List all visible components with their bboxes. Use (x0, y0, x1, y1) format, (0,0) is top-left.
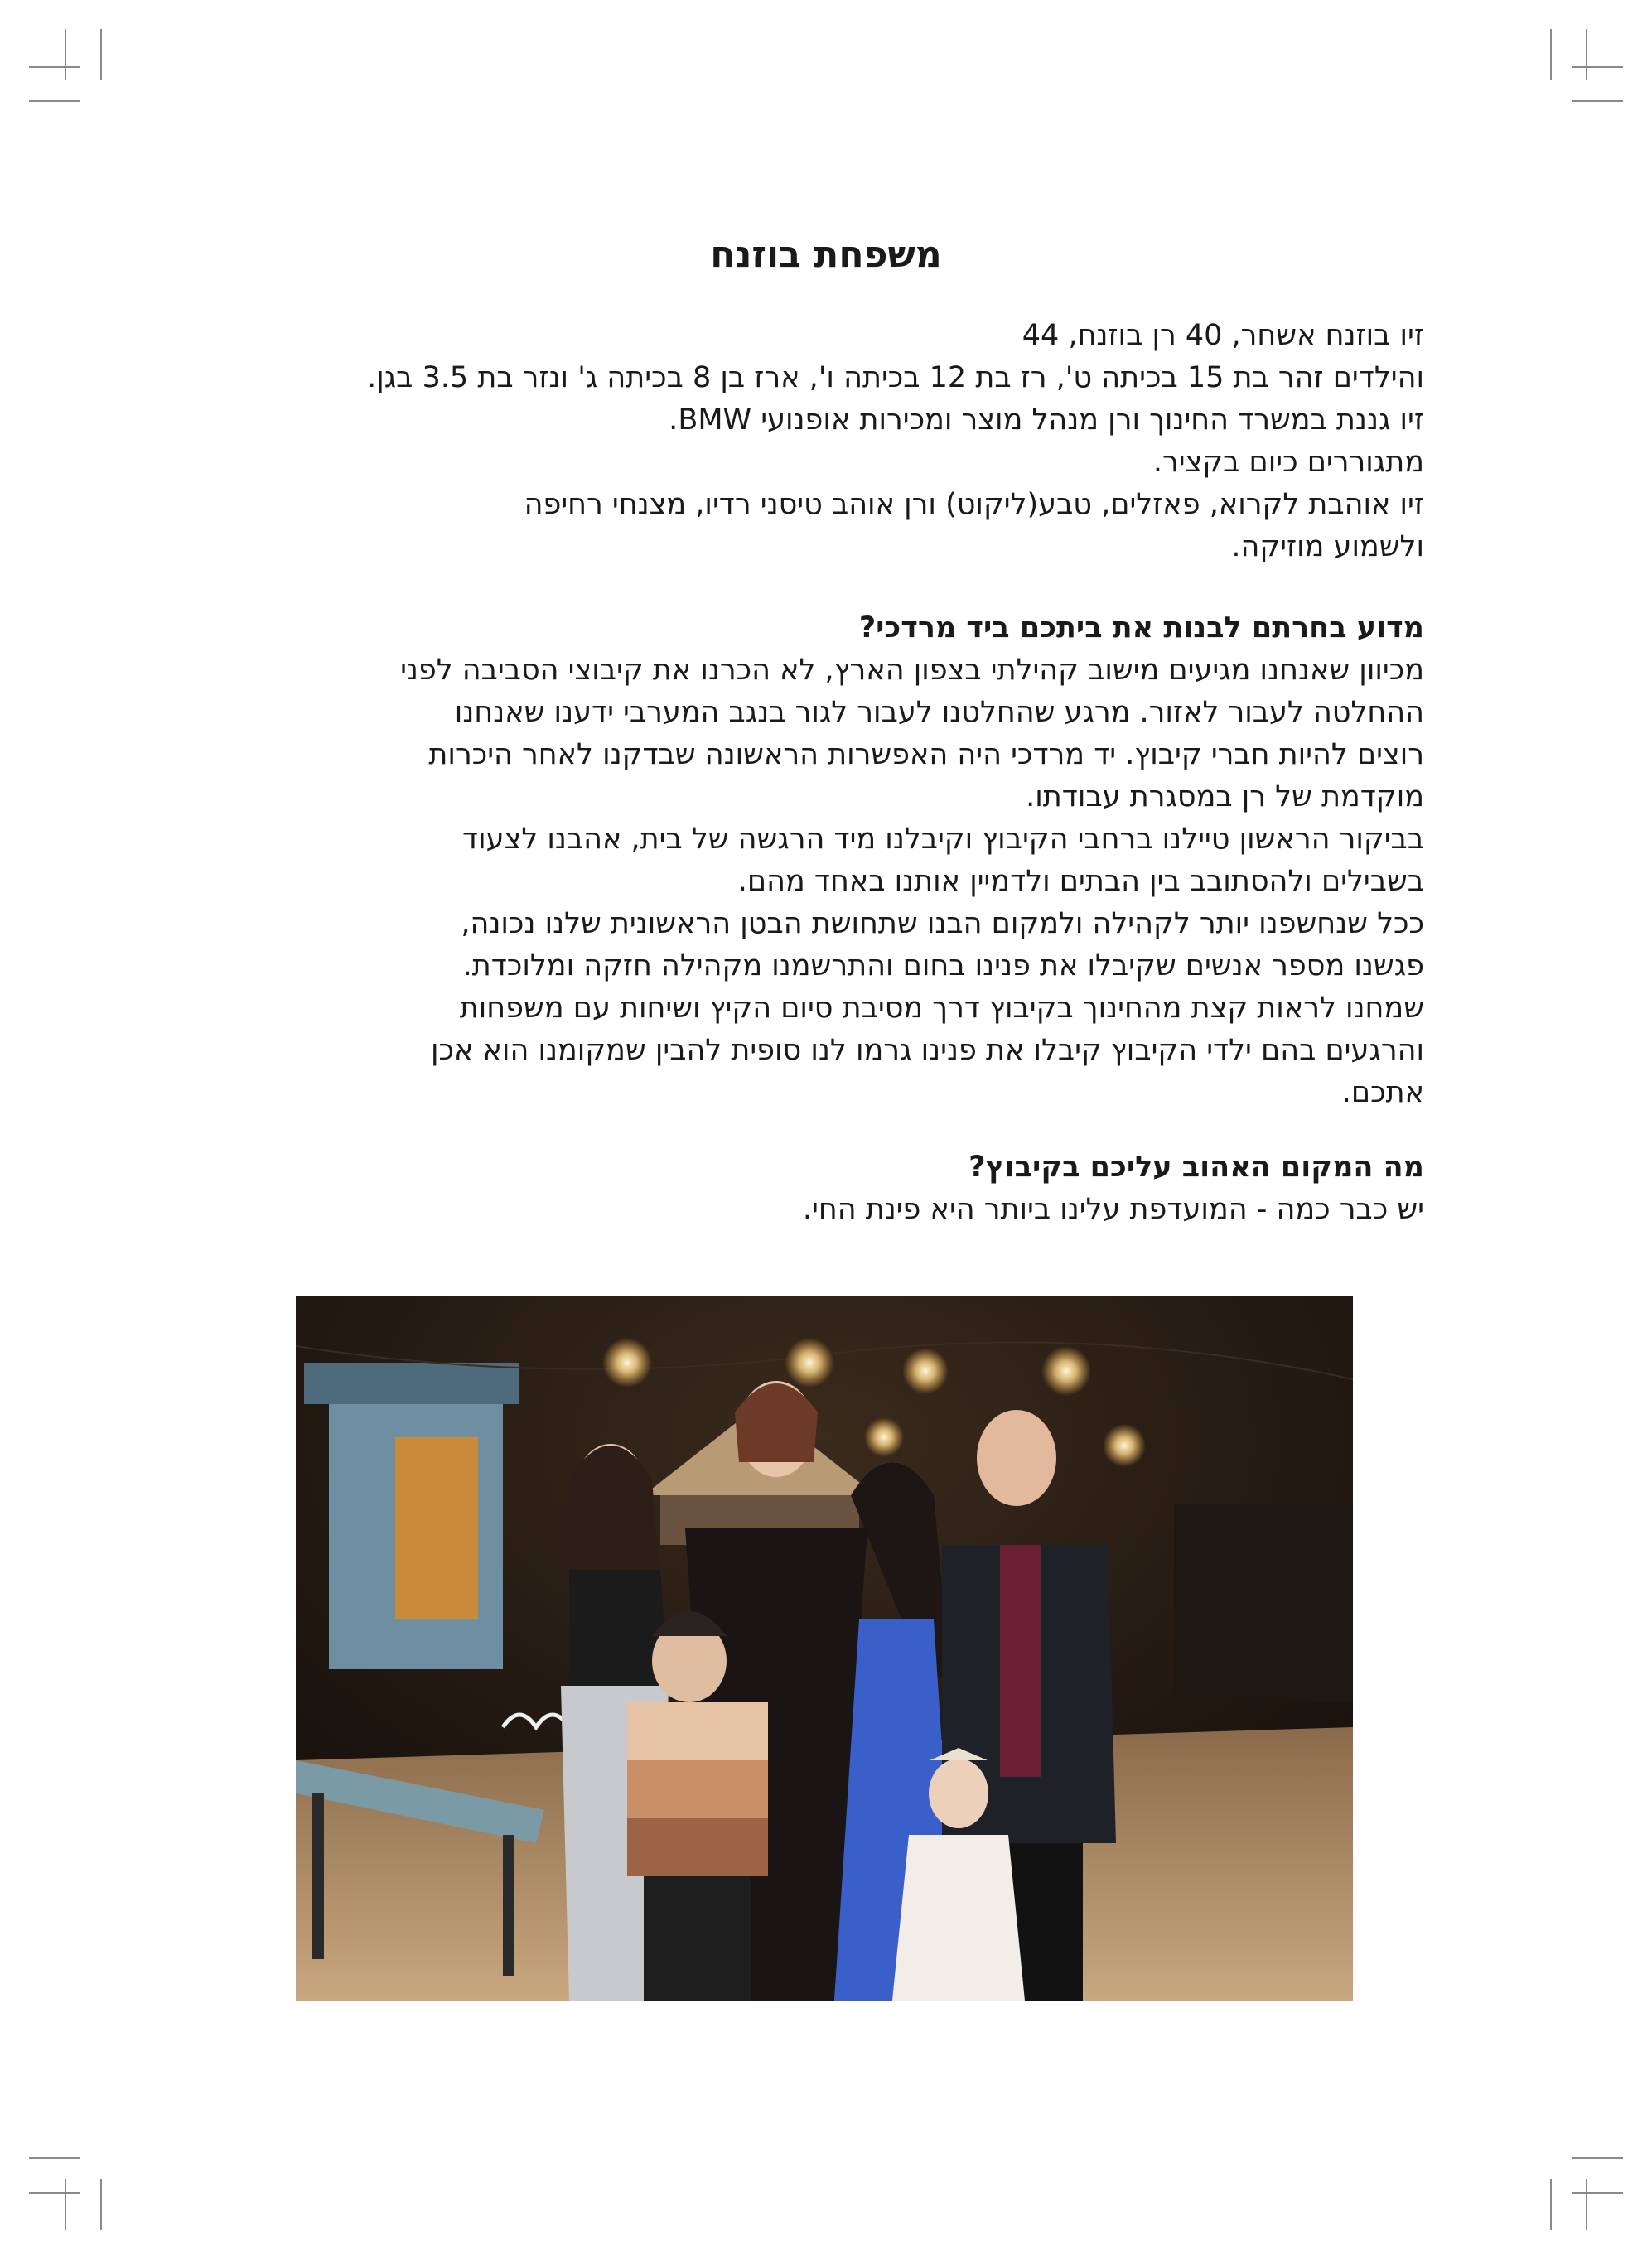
section-line: והרגעים בהם ילדי הקיבוץ קיבלו את פנינו גרמו לנו סופית להבין שמקומנו הוא אכן (430, 1034, 1424, 1067)
section-line: שמחנו לראות קצת מהחינוך בקיבוץ דרך מסיבת סיום הקיץ ושיחות עם משפחות (459, 992, 1424, 1025)
intro-line: זיו גננת במשרד החינוך ורן מנהל מוצר ומכירות אופנועי BMW. (669, 403, 1424, 437)
section-line: בביקור הראשון טיילנו ברחבי הקיבוץ וקיבלנו מיד הרגשה של בית, אהבנו לצעוד (462, 823, 1424, 856)
section-line: רוצים להיות חברי קיבוץ. יד מרדכי היה האפשרות הראשונה שבדקנו לאחר היכרות (428, 738, 1424, 771)
section-line: ההחלטה לעבור לאזור. מרגע שהחלטנו לעבור לגור בנגב המערבי ידענו שאנחנו (454, 696, 1424, 729)
section-line: פגשנו מספר אנשים שקיבלו את פנינו בחום והתרשמנו מקהילה חזקה ומלוכדת. (462, 949, 1424, 982)
section-why-yad-mordechai (206, 607, 1424, 1114)
crop-mark (1572, 66, 1623, 68)
crop-mark (29, 2192, 80, 2194)
section-line: בשבילים ולהסתובב בין הבתים ולדמיין אותנו באחד מהם. (737, 865, 1424, 898)
section-line: יש כבר כמה - המועדפת עלינו ביותר היא פינת החי. (802, 1193, 1424, 1226)
section-line: מכיוון שאנחנו מגיעים מישוב קהילתי בצפון הארץ, לא הכרנו את קיבוצי הסביבה לפני (400, 654, 1424, 687)
section-line: מוקדמת של רן במסגרת עבודתו. (1026, 780, 1424, 813)
section-heading: מדוע בחרתם לבנות את ביתכם ביד מרדכי? (858, 611, 1424, 644)
intro-line: והילדים זהר בת 15 בכיתה ט', רז בת 12 בכיתה ו', ארז בן 8 בכיתה ג' ונזר בת 3.5 בגן. (367, 361, 1424, 394)
crop-mark (65, 2179, 66, 2230)
intro-paragraph (206, 315, 1424, 568)
section-heading: מה המקום האהוב עליכם בקיבוץ? (968, 1151, 1424, 1184)
crop-mark (1586, 29, 1587, 80)
crop-mark (1550, 2179, 1552, 2230)
intro-line: זיו בוזנח אשחר, 40 רן בוזנח, 44 (1022, 319, 1424, 352)
crop-mark (65, 29, 66, 80)
crop-mark (29, 100, 80, 102)
family-photo (296, 1296, 1353, 2001)
crop-mark (1550, 29, 1552, 80)
crop-mark (100, 2179, 102, 2230)
intro-line: ולשמוע מוזיקה. (1231, 530, 1424, 563)
section-favorite-place (206, 1146, 1424, 1231)
crop-mark (29, 2157, 80, 2159)
crop-mark (100, 29, 102, 80)
intro-line: מתגוררים כיום בקציר. (1152, 446, 1424, 479)
crop-mark (1572, 2157, 1623, 2159)
crop-mark (1586, 2179, 1587, 2230)
section-line: ככל שנחשפנו יותר לקהילה ולמקום הבנו שתחושת הבטן הראשונית שלנו נכונה, (461, 907, 1424, 940)
intro-line: זיו אוהבת לקרוא, פאזלים, טבע(ליקוט) ורן אוהב טיסני רדיו, מצנחי רחיפה (524, 488, 1424, 521)
section-line: אתכם. (1341, 1076, 1424, 1109)
crop-mark (1572, 100, 1623, 102)
page-title: משפחת בוזנח (710, 234, 942, 276)
crop-mark (1572, 2192, 1623, 2194)
crop-mark (29, 66, 80, 68)
